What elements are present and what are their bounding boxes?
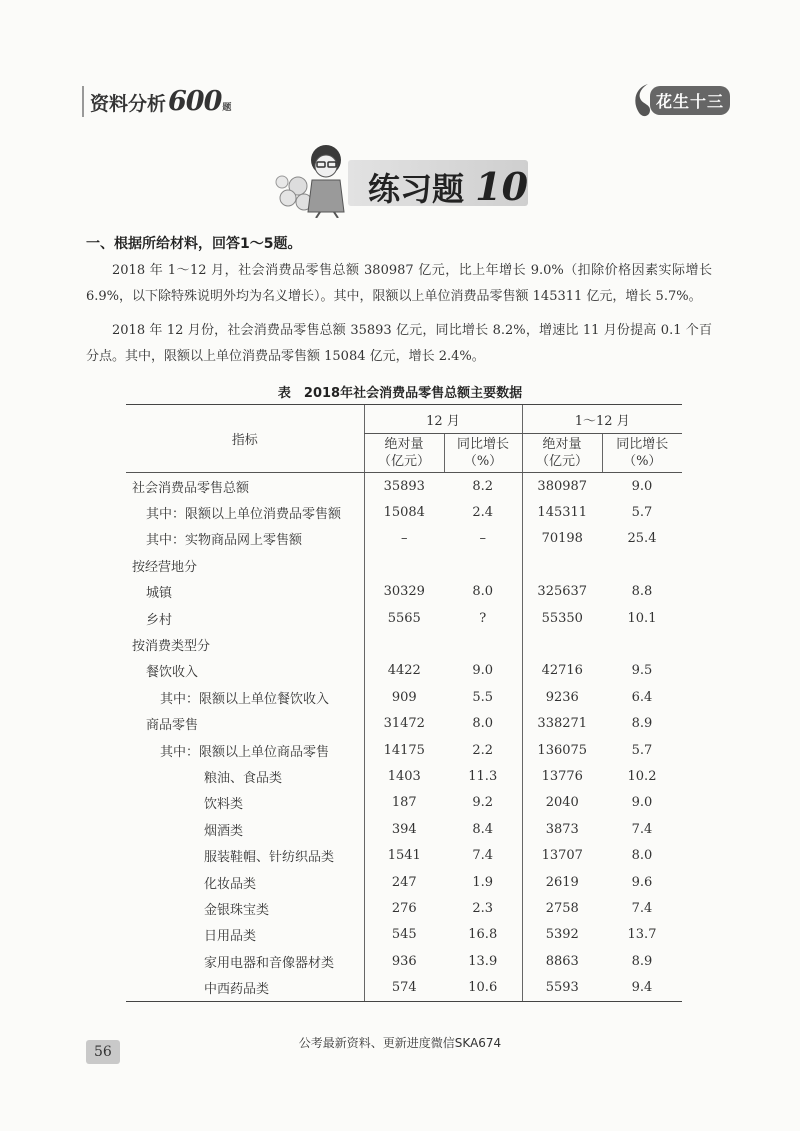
header-year-yoy: 同比增长 （%） <box>602 434 682 473</box>
cell-dec-yoy: 11.3 <box>468 768 498 784</box>
retail-sales-table <box>126 404 682 1002</box>
table-row <box>126 974 682 1001</box>
row-label: 按消费类型分 <box>132 639 211 655</box>
brand-name: 花生十三 <box>650 86 730 115</box>
table-row <box>126 473 682 500</box>
cell-year-yoy: 9.4 <box>602 974 682 1001</box>
cell-year-yoy: 8.9 <box>631 716 653 732</box>
cell-year-yoy: 9.0 <box>631 795 653 811</box>
cell-year-absolute: 2619 <box>522 869 602 895</box>
table-row <box>126 658 682 684</box>
row-label: 饮料类 <box>204 797 244 813</box>
row-label: 其中：限额以上单位商品零售 <box>160 744 330 760</box>
table-row <box>126 579 682 605</box>
cell-dec-absolute <box>364 552 444 578</box>
table-row <box>126 816 682 842</box>
row-label: 其中：实物商品网上零售额 <box>146 533 303 549</box>
cell-year-absolute: 5593 <box>522 974 602 1001</box>
row-label: 日用品类 <box>204 929 257 945</box>
cell-year-absolute: 55350 <box>522 605 602 631</box>
exercise-title-prefix: 练习题 <box>368 170 465 208</box>
cell-year-yoy: 5.7 <box>631 742 653 758</box>
cell-year-yoy: 10.1 <box>627 610 657 626</box>
cell-year-yoy: 25.4 <box>627 531 657 547</box>
cell-dec-yoy: 2.3 <box>472 900 494 916</box>
series-header <box>82 86 231 117</box>
cell-year-yoy <box>602 631 682 657</box>
row-label: 城镇 <box>146 586 173 602</box>
cell-dec-yoy: 8.0 <box>472 584 494 600</box>
cell-dec-yoy: ? <box>479 610 487 626</box>
row-label: 服装鞋帽、针纺织品类 <box>204 850 335 866</box>
cell-year-absolute: 325637 <box>522 579 602 605</box>
cell-dec-absolute: 14175 <box>364 737 444 763</box>
material-paragraph-1: 2018 年 1～12 月，社会消费品零售总额 380987 亿元，比上年增长 9.0%（扣除价格因素实际增长 6.9%，以下除特殊说明外均为名义增长）。其中，限额以上单位消费品零售额 145311 亿元，增长 5.7%。 <box>86 263 712 304</box>
cell-dec-absolute: 4422 <box>364 658 444 684</box>
cell-dec-yoy: 8.0 <box>472 716 494 732</box>
header-group-full-year: 1～12 月 <box>522 405 682 434</box>
cell-dec-absolute: 15084 <box>364 499 444 525</box>
series-title: 资料分析 <box>90 93 167 115</box>
cell-year-yoy <box>602 552 682 578</box>
cell-dec-absolute: 936 <box>364 948 444 974</box>
table-row <box>126 631 682 657</box>
cell-dec-absolute: 574 <box>364 974 444 1001</box>
row-label: 按经营地分 <box>132 559 198 575</box>
cell-year-yoy: 9.0 <box>631 478 653 494</box>
cell-year-yoy: 8.0 <box>631 848 653 864</box>
table-row <box>126 684 682 710</box>
cell-dec-yoy: 9.2 <box>472 795 494 811</box>
cell-dec-yoy: – <box>479 531 486 547</box>
cell-year-absolute: 8863 <box>522 948 602 974</box>
row-label: 家用电器和音像器材类 <box>204 955 335 971</box>
cell-year-absolute: 70198 <box>522 526 602 552</box>
cell-dec-absolute: 31472 <box>364 711 444 737</box>
header-dec-absolute: 绝对量 （亿元） <box>364 434 444 473</box>
cell-year-absolute <box>522 631 602 657</box>
table-row <box>126 895 682 921</box>
cell-year-absolute: 2758 <box>522 895 602 921</box>
table-row <box>126 499 682 525</box>
cell-dec-absolute <box>364 631 444 657</box>
header-group-december: 12 月 <box>364 405 522 434</box>
cell-dec-absolute: 5565 <box>364 605 444 631</box>
brand-header <box>628 80 730 120</box>
cell-year-absolute: 3873 <box>522 816 602 842</box>
row-label: 乡村 <box>146 612 173 628</box>
series-number: 600 <box>168 86 222 117</box>
cell-dec-yoy: 2.2 <box>472 742 494 758</box>
cell-dec-absolute: 1541 <box>364 842 444 868</box>
table-row <box>126 948 682 974</box>
cell-year-absolute: 145311 <box>522 499 602 525</box>
table-row <box>126 605 682 631</box>
cell-dec-yoy: 1.9 <box>472 874 494 890</box>
cell-year-absolute: 136075 <box>522 737 602 763</box>
cell-year-absolute: 338271 <box>522 711 602 737</box>
cell-dec-yoy <box>444 552 522 578</box>
material-paragraph-2: 2018 年 12 月份，社会消费品零售总额 35893 亿元，同比增长 8.2%，增速比 11 月份提高 0.1 个百分点。其中，限额以上单位消费品零售额 15084 亿元，增长 2.4%。 <box>86 323 712 364</box>
table-body <box>126 473 682 1002</box>
cell-dec-yoy: 13.9 <box>468 953 498 969</box>
cell-year-absolute: 2040 <box>522 790 602 816</box>
question-heading: 一、根据所给材料，回答1～5题。 <box>86 236 302 252</box>
table-row <box>126 790 682 816</box>
header-indicator: 指标 <box>126 405 364 473</box>
cell-dec-yoy: 2.4 <box>472 505 494 521</box>
cell-year-absolute <box>522 552 602 578</box>
cell-dec-yoy: 7.4 <box>472 848 494 864</box>
cell-year-yoy: 6.4 <box>631 689 653 705</box>
cell-dec-absolute: 394 <box>364 816 444 842</box>
cell-year-absolute: 42716 <box>522 658 602 684</box>
row-label: 商品零售 <box>146 718 199 734</box>
cell-dec-absolute: 545 <box>364 922 444 948</box>
table-row <box>126 737 682 763</box>
cell-dec-absolute: 1403 <box>364 763 444 789</box>
row-label: 化妆品类 <box>204 876 257 892</box>
exercise-title-banner <box>268 138 530 218</box>
cell-year-absolute: 9236 <box>522 684 602 710</box>
cell-year-absolute: 5392 <box>522 922 602 948</box>
cell-dec-absolute: 909 <box>364 684 444 710</box>
cell-year-yoy: 9.5 <box>631 663 653 679</box>
mascot-illustration-icon <box>268 138 358 218</box>
row-label: 金银珠宝类 <box>204 902 270 918</box>
row-label: 烟酒类 <box>204 823 244 839</box>
table-row <box>126 711 682 737</box>
row-label: 其中：限额以上单位餐饮收入 <box>160 691 330 707</box>
exercise-title <box>368 164 528 210</box>
cell-dec-yoy: 9.0 <box>472 663 494 679</box>
cell-dec-yoy: 16.8 <box>468 927 498 943</box>
exercise-title-number: 10 <box>475 164 529 209</box>
cell-dec-absolute: – <box>364 526 444 552</box>
cell-dec-absolute: 30329 <box>364 579 444 605</box>
table-row <box>126 922 682 948</box>
footer-note: 公考最新资料、更新进度微信SKA674 <box>298 1036 502 1050</box>
cell-dec-yoy: 5.5 <box>472 689 494 705</box>
cell-dec-absolute: 187 <box>364 790 444 816</box>
cell-dec-yoy <box>444 631 522 657</box>
cell-dec-yoy: 8.4 <box>472 821 494 837</box>
cell-dec-yoy: 8.2 <box>472 478 494 494</box>
cell-year-yoy: 7.4 <box>631 900 653 916</box>
cell-year-yoy: 10.2 <box>627 768 657 784</box>
cell-year-yoy: 8.9 <box>631 953 653 969</box>
cell-dec-absolute: 35893 <box>364 473 444 500</box>
header-year-absolute: 绝对量 （亿元） <box>522 434 602 473</box>
cell-year-yoy: 9.6 <box>631 874 653 890</box>
row-label: 其中：限额以上单位消费品零售额 <box>146 507 342 523</box>
row-label: 粮油、食品类 <box>204 770 283 786</box>
table-row <box>126 763 682 789</box>
table-row <box>126 842 682 868</box>
row-label: 餐饮收入 <box>146 665 199 681</box>
cell-year-absolute: 13776 <box>522 763 602 789</box>
table-row <box>126 526 682 552</box>
series-suffix: 题 <box>222 103 232 113</box>
cell-dec-absolute: 247 <box>364 869 444 895</box>
cell-year-absolute: 13707 <box>522 842 602 868</box>
table-row <box>126 869 682 895</box>
cell-year-yoy: 8.8 <box>631 584 653 600</box>
cell-dec-absolute: 276 <box>364 895 444 921</box>
cell-dec-yoy: 10.6 <box>444 974 522 1001</box>
cell-year-yoy: 7.4 <box>631 821 653 837</box>
page-number: 56 <box>86 1040 120 1064</box>
cell-year-absolute: 380987 <box>522 473 602 500</box>
cell-year-yoy: 5.7 <box>631 505 653 521</box>
cell-year-yoy: 13.7 <box>627 927 657 943</box>
row-label: 中西药品类 <box>126 974 364 1001</box>
row-label: 社会消费品零售总额 <box>132 480 250 496</box>
header-dec-yoy: 同比增长 （%） <box>444 434 522 473</box>
table-row <box>126 552 682 578</box>
table-caption: 表 2018年社会消费品零售总额主要数据 <box>277 386 523 401</box>
